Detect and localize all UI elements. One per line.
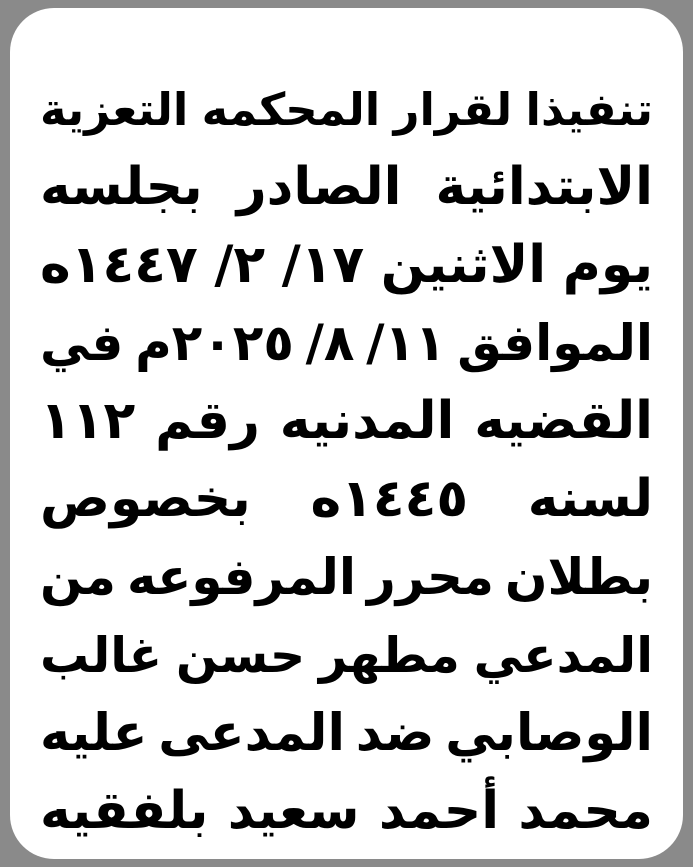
notice-word: مطهر	[318, 626, 460, 684]
notice-word: حسن	[175, 626, 306, 684]
notice-word: بجلسه	[40, 157, 203, 217]
notice-word: بخصوص	[40, 469, 251, 529]
notice-word: ٢/	[214, 235, 266, 295]
notice-word: محرر	[367, 548, 494, 606]
notice-line	[40, 772, 653, 850]
notice-word: ٨/	[305, 314, 355, 372]
notice-frame	[10, 8, 683, 859]
notice-word: الموافق	[457, 314, 653, 372]
notice-word: ١١٢	[40, 391, 136, 451]
notice-word: ١٧/	[281, 235, 365, 295]
notice-word: الاثنين	[380, 235, 547, 295]
notice-line	[40, 616, 653, 694]
notice-word: التعزية	[40, 82, 189, 136]
notice-word: لقرار	[393, 82, 513, 136]
notice-word: القضيه	[474, 391, 653, 451]
notice-word: المحكمه	[201, 82, 381, 136]
notice-word: بطلان	[504, 548, 653, 606]
notice-word: أحمد	[378, 781, 500, 841]
notice-line	[40, 382, 653, 460]
notice-word: المدعى	[158, 703, 345, 763]
notice-word: المرفوعه	[126, 548, 357, 606]
notice-word: المدعي	[473, 626, 653, 684]
notice-word: الوصابي	[445, 703, 653, 763]
notice-word: ضد	[355, 703, 435, 763]
notice-word: في	[40, 314, 124, 372]
notice-word: بلفقيه	[40, 781, 209, 841]
notice-word: من	[40, 548, 116, 606]
notice-line	[40, 226, 653, 304]
notice-word: الصادر	[236, 157, 402, 217]
notice-word: ٢٠٢٥م	[135, 314, 294, 372]
notice-line	[40, 538, 653, 616]
notice-word: الابتدائية	[435, 157, 653, 217]
notice-word: المدنيه	[279, 391, 455, 451]
notice-line	[40, 460, 653, 538]
notice-word: تنفيذا	[525, 82, 653, 136]
notice-word: سعيد	[227, 781, 360, 841]
notice-line	[40, 70, 653, 148]
notice-text	[40, 70, 653, 850]
notice-word: يوم	[562, 235, 653, 295]
notice-line	[40, 694, 653, 772]
notice-word: غالب	[40, 626, 163, 684]
notice-word: ١١/	[366, 314, 446, 372]
notice-line	[40, 148, 653, 226]
notice-line	[40, 304, 653, 382]
notice-word: لسنه	[527, 469, 653, 529]
notice-word: محمد	[518, 781, 653, 841]
notice-word: ١٤٤٥ه	[310, 469, 469, 529]
notice-word: عليه	[40, 703, 148, 763]
notice-word: ١٤٤٧ه	[40, 235, 198, 295]
notice-word: رقم	[155, 391, 260, 451]
